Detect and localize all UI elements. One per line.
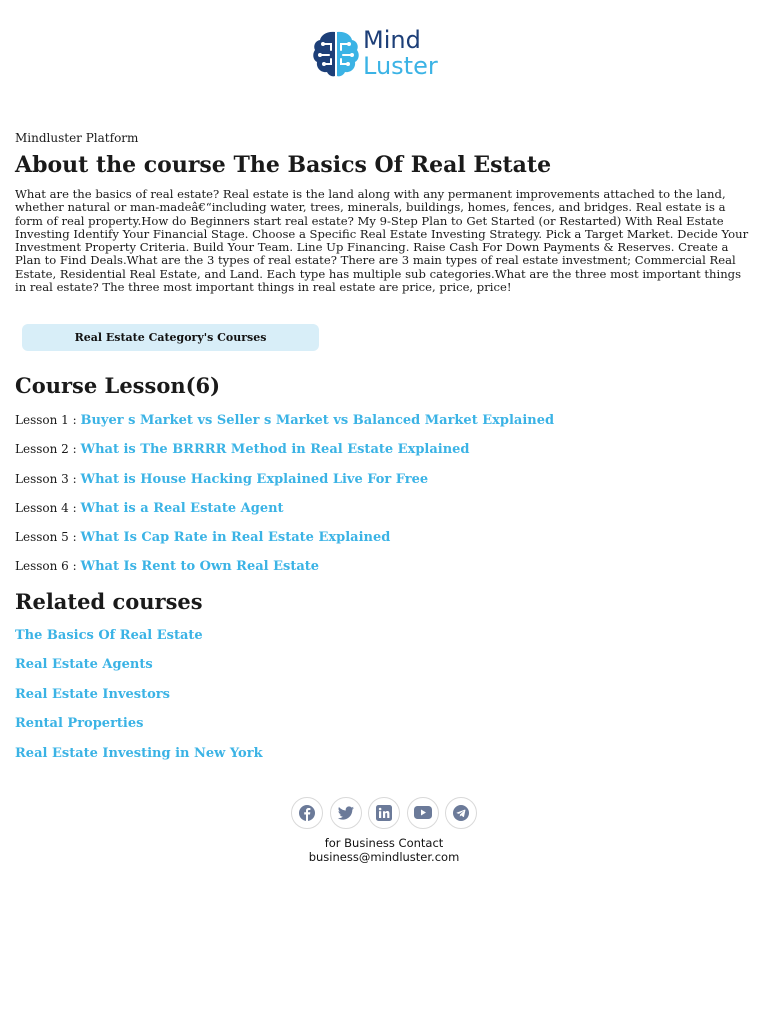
lesson-prefix: Lesson 4 : [15,501,77,515]
related-course-link[interactable]: Real Estate Agents [15,657,153,672]
related-course-link[interactable]: Real Estate Investors [15,687,170,702]
lesson-item [15,412,554,429]
social-links [291,797,481,829]
linkedin-link[interactable] [368,797,400,829]
facebook-icon [299,805,315,821]
lesson-link[interactable]: Buyer s Market vs Seller s Market vs Balanced Market Explained [80,413,555,428]
lesson-link[interactable]: What is a Real Estate Agent [80,501,284,516]
course-description: What are the basics of real estate? Real estate is the land along with any permanent improvements attached to the land, whether natural or man-madeâ€“including water, trees, minerals, buildings, homes, fences, and bridges. Real estate is a form of real property.How do Beginners start real estate? My 9-Step Plan to Get Started (or Restarted) With Real Estate Investing Identify Your Financial Stage. Choose a Specific Real Estate Investing Strategy. Pick a Target Market. Decide Your Investment Property Criteria. Build Your Team. Line Up Financing. Raise Cash For Down Payments & Reserves. Create a Plan to Find Deals.What are the 3 types of real estate? There are 3 main types of real estate investment; Commercial Real Estate, Residential Real Estate, and Land. Each type has multiple sub categories.What are the three most important things in real estate? The three most important things in real estate are price, price, price! [15,187,749,295]
related-courses-heading: Related courses [15,589,203,614]
lesson-link[interactable]: What is The BRRRR Method in Real Estate Explained [80,442,470,457]
lesson-item [15,558,319,575]
lesson-link[interactable]: What Is Cap Rate in Real Estate Explained [80,530,391,545]
linkedin-icon [376,805,392,821]
logo-wordmark-luster: Luster [363,52,438,80]
youtube-link[interactable] [407,797,439,829]
page-title: About the course The Basics Of Real Estate [15,152,552,178]
telegram-icon [453,805,469,821]
business-contact-email[interactable]: business@mindluster.com [308,850,460,864]
business-contact-label: for Business Contact [324,836,444,850]
lessons-heading: Course Lesson(6) [15,373,221,398]
telegram-link[interactable] [445,797,477,829]
lesson-link[interactable]: What is House Hacking Explained Live For Free [80,472,429,487]
category-courses-button[interactable]: Real Estate Category's Courses [22,324,319,351]
lesson-prefix: Lesson 6 : [15,559,77,573]
twitter-link[interactable] [330,797,362,829]
lesson-prefix: Lesson 3 : [15,472,77,486]
mindluster-logo[interactable] [311,26,461,84]
facebook-link[interactable] [291,797,323,829]
lesson-item [15,441,470,458]
related-course-link[interactable]: Rental Properties [15,716,144,731]
lesson-item [15,529,390,546]
related-course-link[interactable]: The Basics Of Real Estate [15,628,203,643]
related-course-link[interactable]: Real Estate Investing in New York [15,746,263,761]
lesson-link[interactable]: What Is Rent to Own Real Estate [80,559,320,574]
logo-wordmark-mind: Mind [363,26,421,54]
lesson-prefix: Lesson 1 : [15,413,77,427]
brain-circuit-icon [311,28,361,80]
twitter-icon [337,805,355,821]
lesson-prefix: Lesson 5 : [15,530,77,544]
lesson-prefix: Lesson 2 : [15,442,77,456]
platform-label: Mindluster Platform [15,131,139,145]
lesson-item [15,471,428,488]
youtube-icon [414,806,432,820]
lesson-item [15,500,284,517]
